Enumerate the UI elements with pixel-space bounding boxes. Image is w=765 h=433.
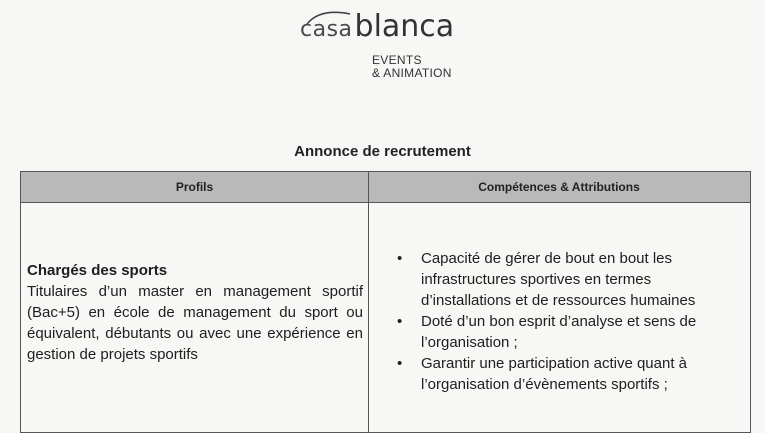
bullet-icon: • [397,250,403,267]
column-divider [368,172,369,432]
list-item-text: Garantir une participation active quant à l’organisation d’évènements sportifs ; [421,355,687,393]
list-item [395,248,745,311]
company-logo [300,6,485,82]
profile-cell [27,260,363,365]
list-item [395,353,745,395]
header-competences: Compétences & Attributions [478,180,640,194]
recruitment-table [20,171,751,433]
table-header-row [21,172,750,203]
logo-wordmark [300,9,455,44]
list-item-text: Capacité de gérer de bout en bout les infrastructures sportives en termes d’installations et de ressources humaines [421,250,696,309]
header-profils: Profils [175,180,214,194]
logo-tagline [372,54,452,80]
role-description: Titulaires d’un master en management sportif (Bac+5) en école de management du sport ou équivalent, débutants ou avec une expérience en gestion de projets sportifs [27,283,363,363]
list-item-text: Doté d’un bon esprit d’analyse et sens de l’organisation ; [421,313,697,351]
bullet-icon: • [397,313,403,330]
role-title: Chargés des sports [27,262,168,279]
logo-tagline-line2: & ANIMATION [372,66,452,80]
logo-blanca-text: blanca [354,9,455,44]
page-title: Annonce de recrutement [294,143,471,160]
competences-list [395,248,745,395]
logo-tagline-line1: EVENTS [372,53,422,67]
bullet-icon: • [397,355,403,372]
list-item [395,311,745,353]
logo-casa-text: casa [300,17,353,42]
